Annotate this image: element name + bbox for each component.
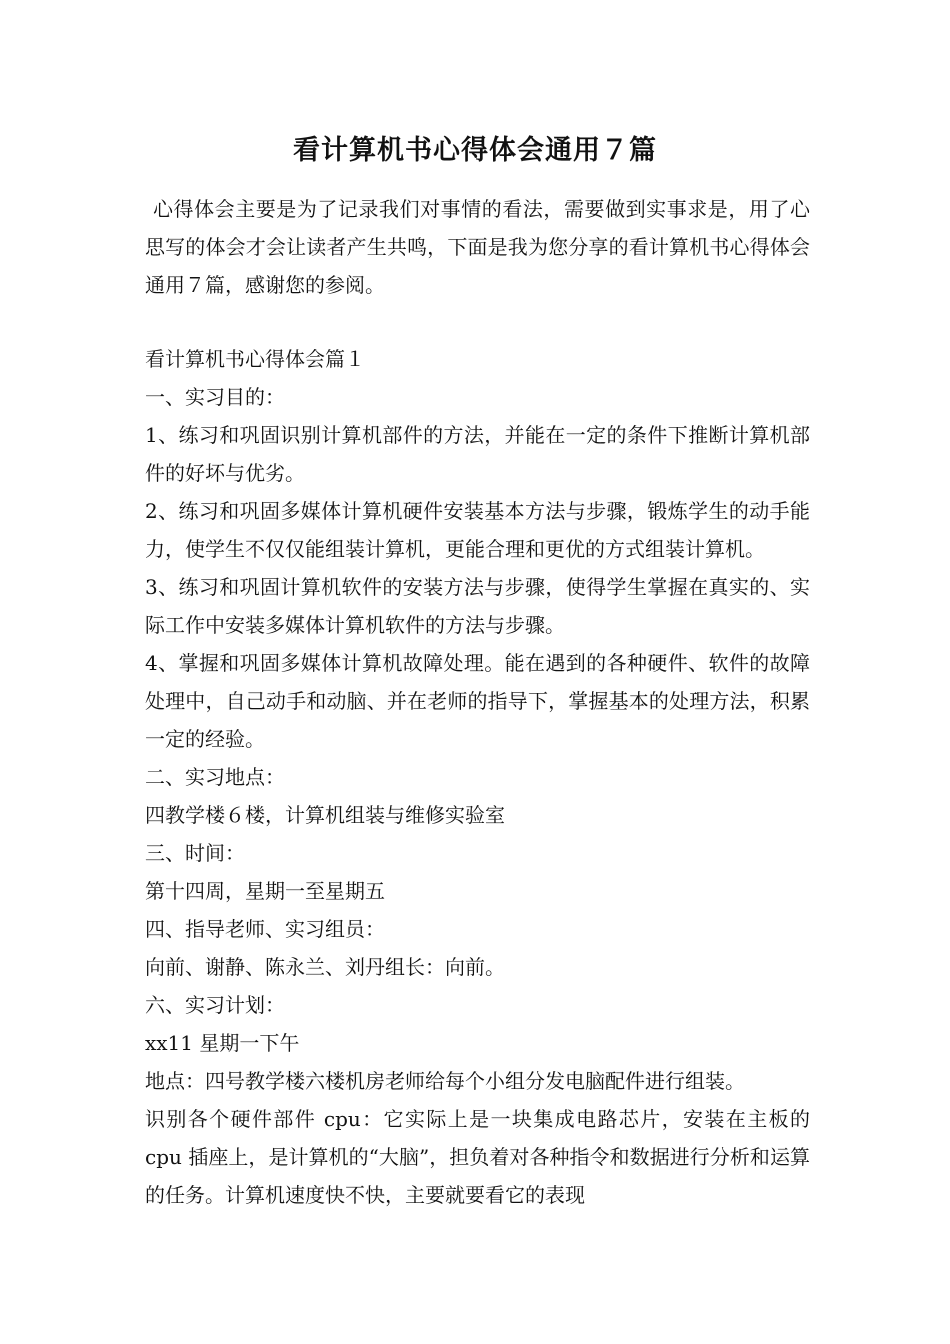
location-text: 四教学楼６楼，计算机组装与维修实验室 (145, 803, 505, 827)
intro-paragraph: 心得体会主要是为了记录我们对事情的看法，需要做到实事求是，用了心思写的体会才会让读者产生共鸣，下面是我为您分享的看计算机书心得体会通用７篇，感谢您的参阅。 (145, 197, 810, 297)
staff-text: 向前、谢静、陈永兰、刘丹组长：向前。 (145, 955, 505, 979)
plan-place: 地点：四号教学楼六楼机房老师给每个小组分发电脑配件进行组装。 (145, 1069, 745, 1093)
purpose-item-3: 3、练习和巩固计算机软件的安装方法与步骤，使得学生掌握在真实的、实际工作中安装多媒体计算机软件的方法与步骤。 (145, 575, 810, 637)
purpose-item-2: 2、练习和巩固多媒体计算机硬件安装基本方法与步骤，锻炼学生的动手能力，使学生不仅仅能组装计算机，更能合理和更优的方式组装计算机。 (145, 499, 810, 561)
time-heading: 三、时间： (145, 841, 245, 865)
time-text: 第十四周，星期一至星期五 (145, 879, 385, 903)
document-title: 看计算机书心得体会通用７篇 (293, 135, 657, 166)
plan-text: 识别各个硬件部件 cpu：它实际上是一块集成电路芯片，安装在主板的 cpu 插座上，是计算机的“大脑”，担负着对各种指令和数据进行分析和运算的任务。计算机速度快不快，主要就要看它的表现 (145, 1107, 810, 1207)
staff-heading: 四、指导老师、实习组员： (145, 917, 385, 941)
location-heading: 二、实习地点： (145, 765, 285, 789)
document-body (145, 340, 810, 1214)
purpose-item-4: 4、掌握和巩固多媒体计算机故障处理。能在遇到的各种硬件、软件的故障处理中，自己动手和动脑、并在老师的指导下，掌握基本的处理方法，积累一定的经验。 (145, 651, 810, 751)
plan-date: xx11 星期一下午 (145, 1031, 300, 1055)
purpose-heading: 一、实习目的： (145, 385, 285, 409)
purpose-item-1: 1、练习和巩固识别计算机部件的方法，并能在一定的条件下推断计算机部件的好坏与优劣。 (145, 423, 810, 485)
section-title: 看计算机书心得体会篇１ (145, 347, 365, 371)
plan-heading: 六、实习计划： (145, 993, 285, 1017)
